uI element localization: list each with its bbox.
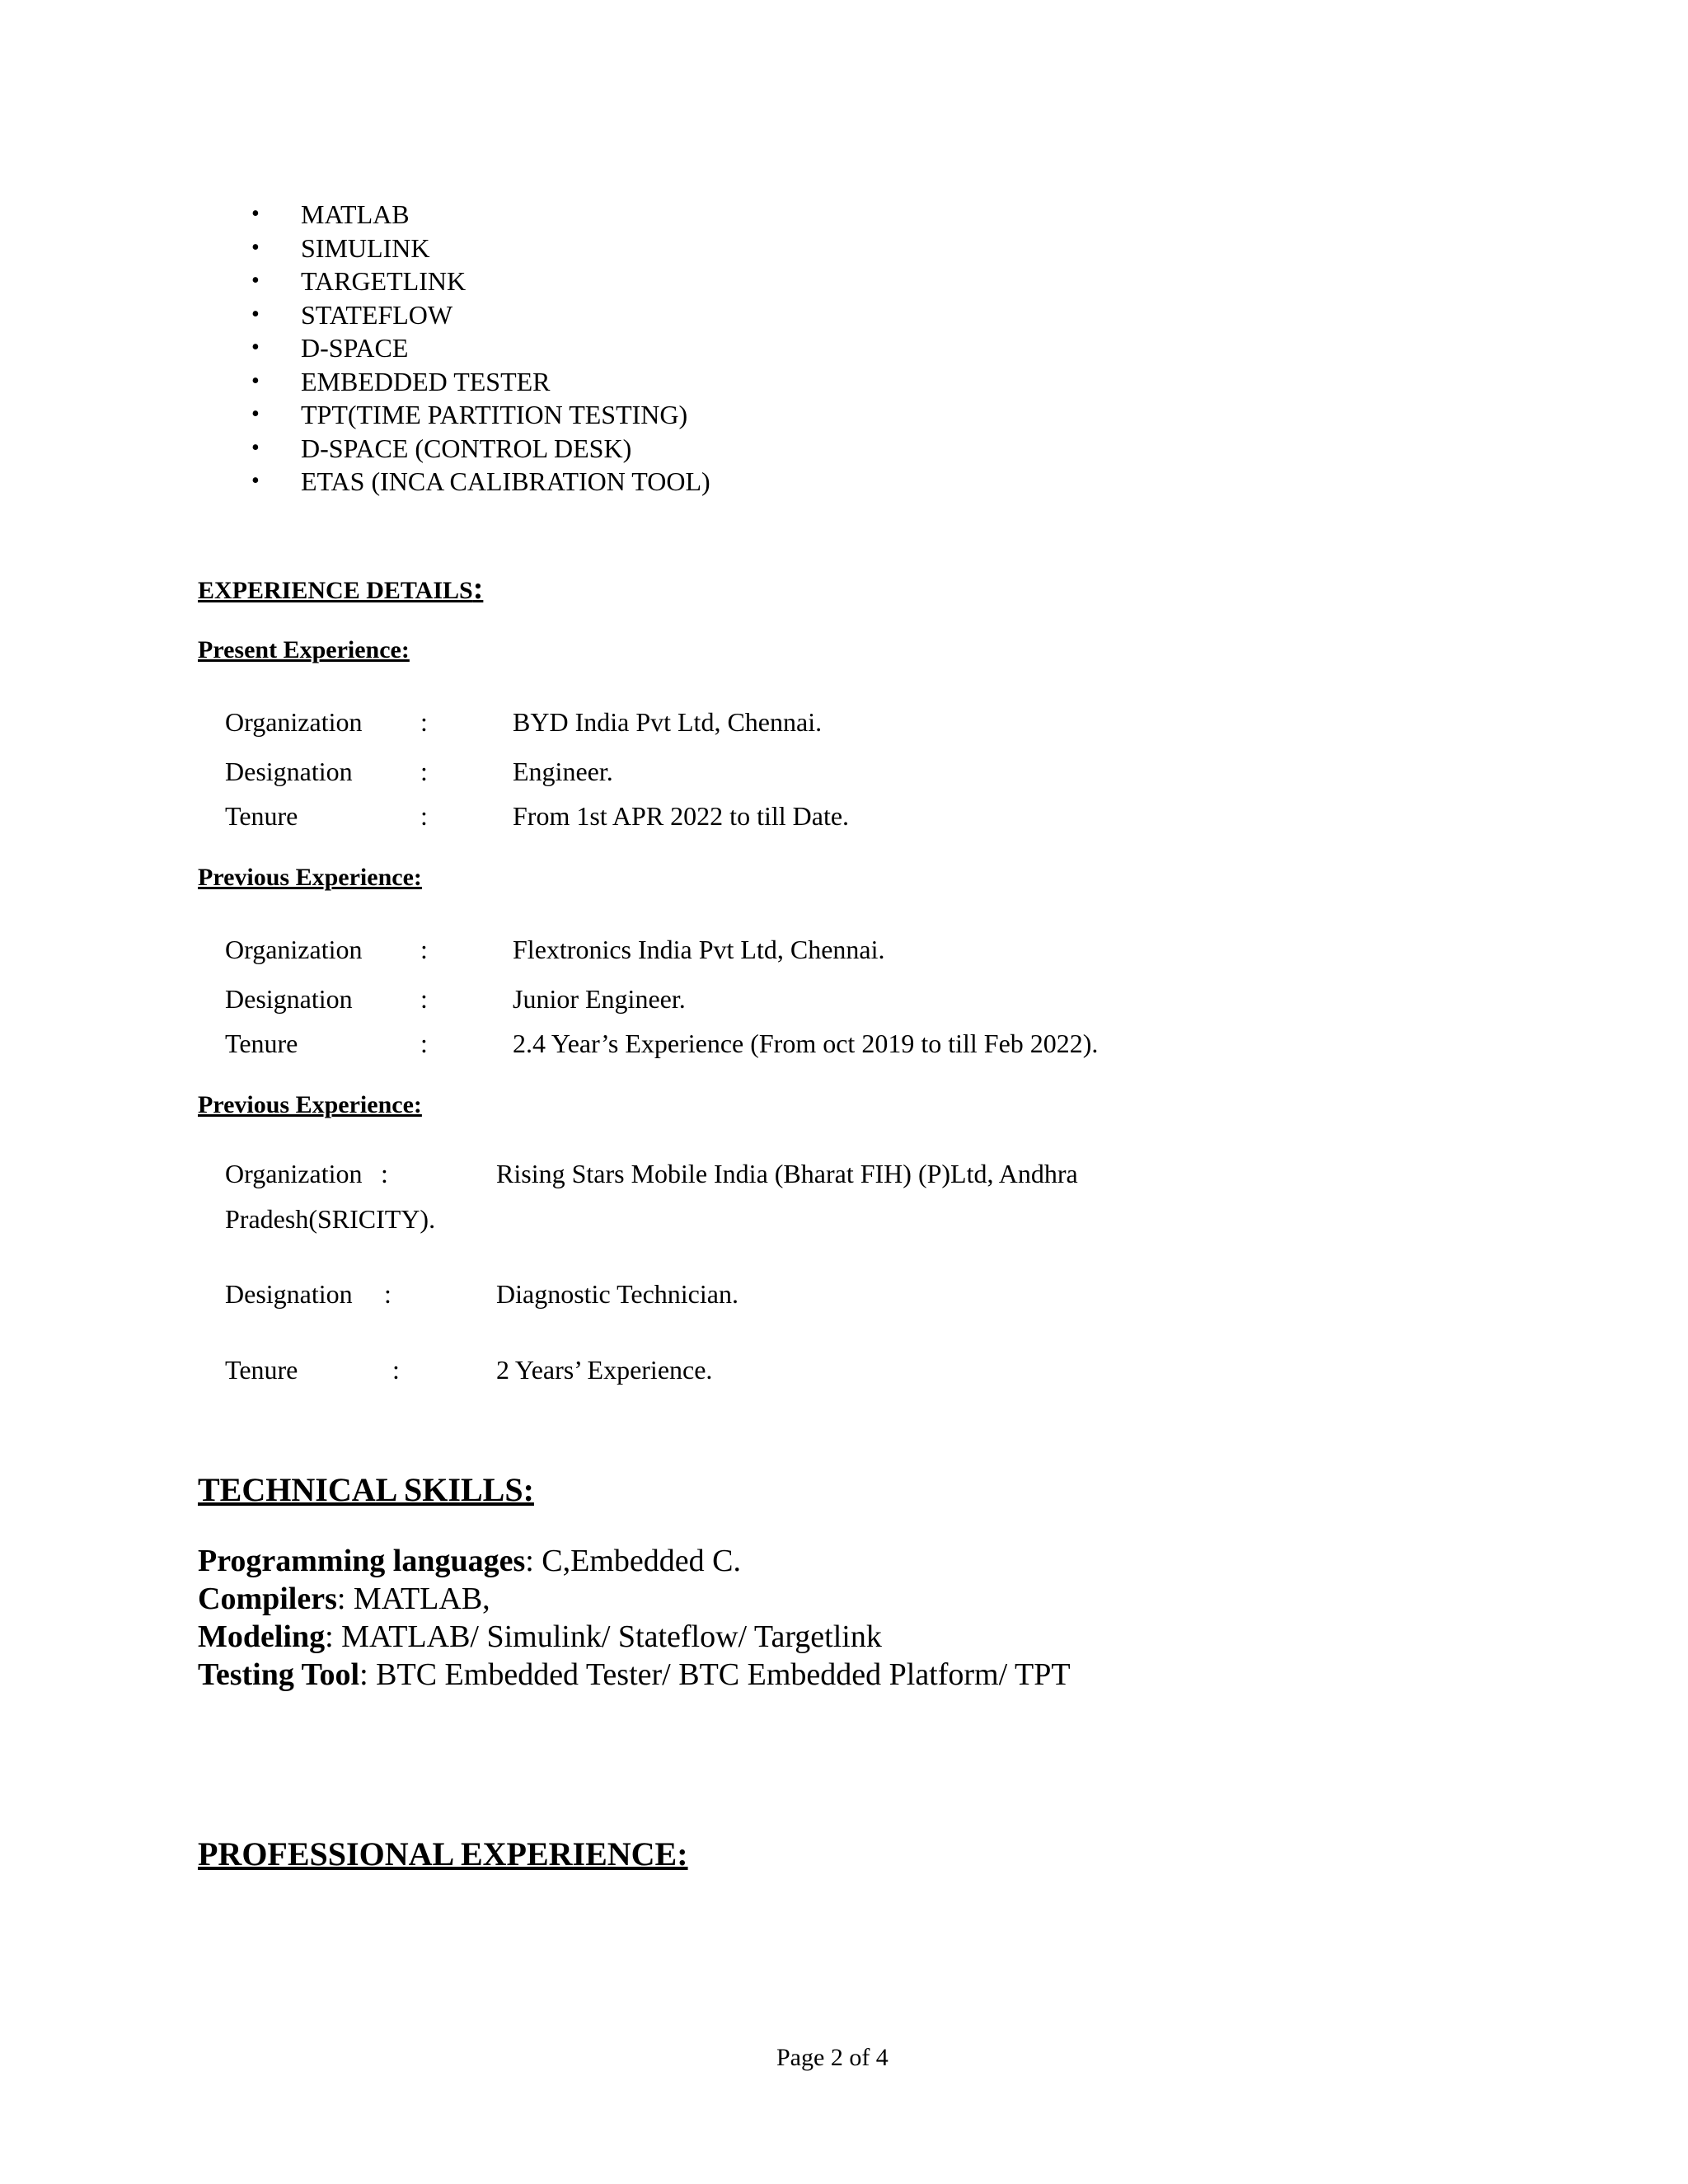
skill-value: : MATLAB, [336, 1582, 490, 1616]
previous1-designation-label: Designation [225, 984, 353, 1014]
tools-list [251, 198, 710, 499]
experience-details-heading [198, 570, 483, 607]
skill-label: Compilers [198, 1582, 337, 1616]
page-number: Page 2 of 4 [776, 2044, 889, 2071]
list-item [251, 331, 710, 365]
previous1-organization-value: Flextronics India Pvt Ltd, Chennai. [513, 935, 885, 964]
list-item [251, 365, 710, 399]
bullet: • [251, 335, 260, 360]
bullet: • [251, 234, 260, 260]
tool-name: EMBEDDED TESTER [301, 366, 551, 396]
skill-label: Modeling [198, 1619, 326, 1654]
skill-modeling [198, 1619, 882, 1655]
colon: : [420, 1029, 428, 1058]
bullet: • [251, 368, 260, 394]
list-item [251, 232, 710, 265]
list-item [251, 298, 710, 332]
present-organization-label: Organization [225, 707, 363, 737]
previous-experience-heading: Previous Experience: [198, 864, 422, 891]
previous1-organization-label: Organization [225, 935, 363, 964]
tool-name: ETAS (INCA CALIBRATION TOOL) [301, 466, 710, 496]
colon: : [420, 801, 428, 831]
previous2-designation-label: Designation [225, 1279, 353, 1309]
previous2-designation-value: Diagnostic Technician. [496, 1279, 738, 1309]
tool-name: STATEFLOW [301, 299, 453, 330]
previous2-organization-value: Rising Stars Mobile India (Bharat FIH) (P)Ltd, Andhra [496, 1159, 1078, 1188]
list-item [251, 465, 710, 499]
previous1-tenure-value: 2.4 Year’s Experience (From oct 2019 to till Feb 2022). [513, 1029, 1099, 1058]
tool-name: D-SPACE (CONTROL DESK) [301, 433, 632, 463]
present-organization-value: BYD India Pvt Ltd, Chennai. [513, 707, 823, 737]
colon: : [420, 984, 428, 1014]
present-designation-value: Engineer. [513, 757, 613, 786]
tool-name: D-SPACE [301, 333, 409, 363]
tool-name: SIMULINK [301, 232, 430, 263]
list-item [251, 432, 710, 466]
previous1-designation-value: Junior Engineer. [513, 984, 686, 1014]
colon: : [420, 757, 428, 786]
experience-heading-text: EXPERIENCE DETAILS [198, 577, 473, 604]
list-item [251, 265, 710, 298]
skill-programming [198, 1543, 741, 1579]
previous2-organization-label: Organization [225, 1159, 363, 1188]
skill-label: Testing Tool [198, 1657, 360, 1692]
previous2-tenure-label: Tenure [225, 1355, 298, 1385]
professional-experience-heading: PROFESSIONAL EXPERIENCE: [198, 1835, 688, 1872]
present-tenure-label: Tenure [225, 801, 298, 831]
tool-name: TPT(TIME PARTITION TESTING) [301, 400, 688, 429]
colon: : [381, 1159, 388, 1188]
skill-compilers [198, 1581, 490, 1617]
bullet: • [251, 434, 260, 461]
skill-testing-tool [198, 1657, 1071, 1693]
bullet: • [251, 201, 260, 227]
skill-value: : MATLAB/ Simulink/ Stateflow/ Targetlink [325, 1619, 882, 1654]
list-item [251, 398, 710, 432]
skill-label: Programming languages [198, 1544, 526, 1578]
previous2-organization-value-continued: Pradesh(SRICITY). [225, 1204, 436, 1234]
bullet: • [251, 268, 260, 293]
skill-value: : BTC Embedded Tester/ BTC Embedded Platform/ TPT [359, 1657, 1071, 1692]
present-designation-label: Designation [225, 757, 353, 786]
previous2-tenure-value: 2 Years’ Experience. [496, 1355, 713, 1385]
present-tenure-value: From 1st APR 2022 to till Date. [513, 801, 850, 831]
colon: : [384, 1279, 392, 1309]
colon: : [420, 935, 428, 964]
bullet: • [251, 468, 260, 494]
previous-experience-heading: Previous Experience: [198, 1091, 422, 1118]
bullet: • [251, 301, 260, 327]
skill-value: : C,Embedded C. [525, 1544, 742, 1578]
list-item [251, 198, 710, 232]
tool-name: MATLAB [301, 199, 410, 229]
tool-name: TARGETLINK [301, 266, 467, 296]
technical-skills-heading: TECHNICAL SKILLS: [198, 1471, 534, 1508]
previous1-tenure-label: Tenure [225, 1029, 298, 1058]
colon: : [420, 707, 428, 737]
bullet: • [251, 401, 260, 427]
present-experience-heading: Present Experience: [198, 636, 410, 663]
colon: : [392, 1355, 400, 1385]
experience-heading-colon: : [472, 571, 484, 606]
